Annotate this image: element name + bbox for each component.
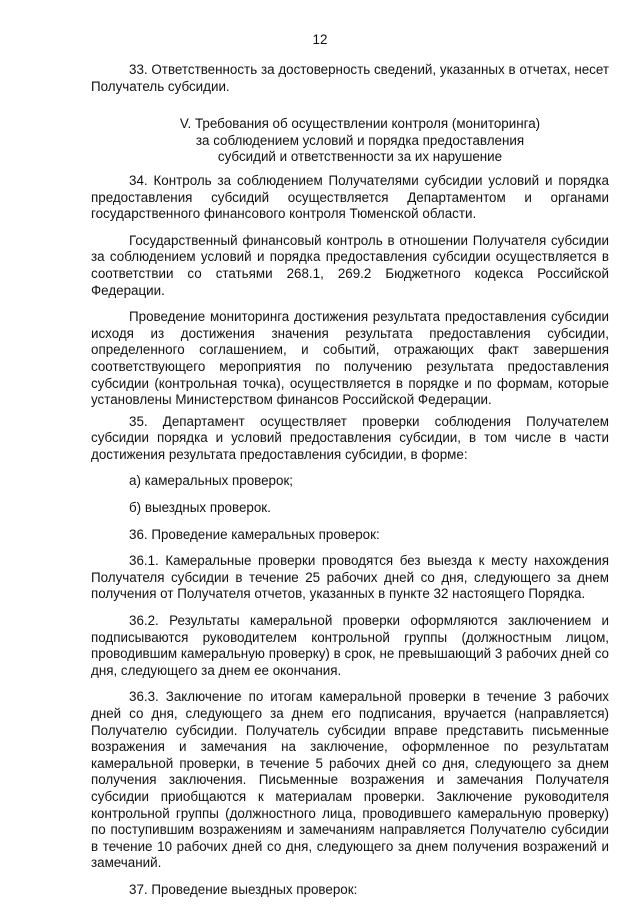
- paragraph-35-item-a: а) камеральных проверок;: [129, 473, 294, 489]
- section-heading-line-1: V. Требования об осуществлении контроля (мониторинга): [179, 116, 541, 132]
- section-heading-line-2: за соблюдением условий и порядка предоставления: [195, 132, 525, 148]
- document-body: [91, 62, 609, 904]
- paragraph-33: 33. Ответственность за достоверность сведений, указанных в отчетах, несет Получатель субсидии.: [91, 62, 609, 94]
- paragraph-34: 34. Контроль за соблюдением Получателями субсидии условий и порядка предоставления субсидий осуществляется Департаментом и органами государственного финансового контроля Тюменской области.: [91, 172, 609, 222]
- paragraph-36-1: 36.1. Камеральные проверки проводятся без выезда к месту нахождения Получателя субсидии в течение 25 рабочих дней со дня, следующего за днем получения от Получателя отчетов, указанных в пункте 32 настоящего Порядка.: [91, 553, 609, 602]
- paragraph-34-monitoring: Проведение мониторинга достижения результата предоставления субсидии исходя из достижения значения результата предоставления субсидии, определенного соглашением, и событий, отражающих факт завершения соответствующего мероприятия по получению результата предоставления субсидии (контрольная точка), осуществляется в порядке и по формам, которые установлены Министерством финансов Российской Федерации.: [91, 309, 609, 408]
- paragraph-36-2: 36.2. Результаты камеральной проверки оформляются заключением и подписываются руководителем контрольной группы (должностным лицом, проводившим камеральную проверку) в срок, не превышающий 3 рабочих дней со дня, следующего за днем ее окончания.: [91, 613, 609, 678]
- paragraph-37: 37. Проведение выездных проверок:: [129, 881, 358, 897]
- page-number: 12: [312, 32, 328, 47]
- section-heading-line-3: субсидий и ответственности за их нарушение: [217, 149, 503, 165]
- section-heading: [91, 116, 609, 166]
- paragraph-36-3: 36.3. Заключение по итогам камеральной проверки в течение 3 рабочих дней со дня, следующего за днем его подписания, вручается (направляется) Получателю субсидии. Получатель субсидии вправе представить письменные возражения и замечания на заключение, оформленное по результатам камеральной проверки, в течение 5 рабочих дней со дня, следующего за днем получения заключения. Письменные возражения и замечания Получателя субсидии приобщаются к материалам проверки. Заключение руководителя контрольной группы (должностного лица, проводившего камеральную проверку) по поступившим возражениям и замечаниям направляется Получателю субсидии в течение 10 рабочих дней со дня, следующего за днем получения возражений и замечаний.: [91, 689, 609, 871]
- paragraph-35: 35. Департамент осуществляет проверки соблюдения Получателем субсидии порядка и условий предоставления субсидии, в том числе в части достижения результата предоставления субсидии, в форме:: [91, 413, 609, 462]
- paragraph-34-financial-control: Государственный финансовый контроль в отношении Получателя субсидии за соблюдением условий и порядка предоставления субсидии осуществляется в соответствии со статьями 268.1, 269.2 Бюджетного кодекса Российской Федерации.: [91, 232, 609, 298]
- paragraph-35-item-b: б) выездных проверок.: [129, 500, 271, 516]
- paragraph-36: 36. Проведение камеральных проверок:: [129, 526, 380, 542]
